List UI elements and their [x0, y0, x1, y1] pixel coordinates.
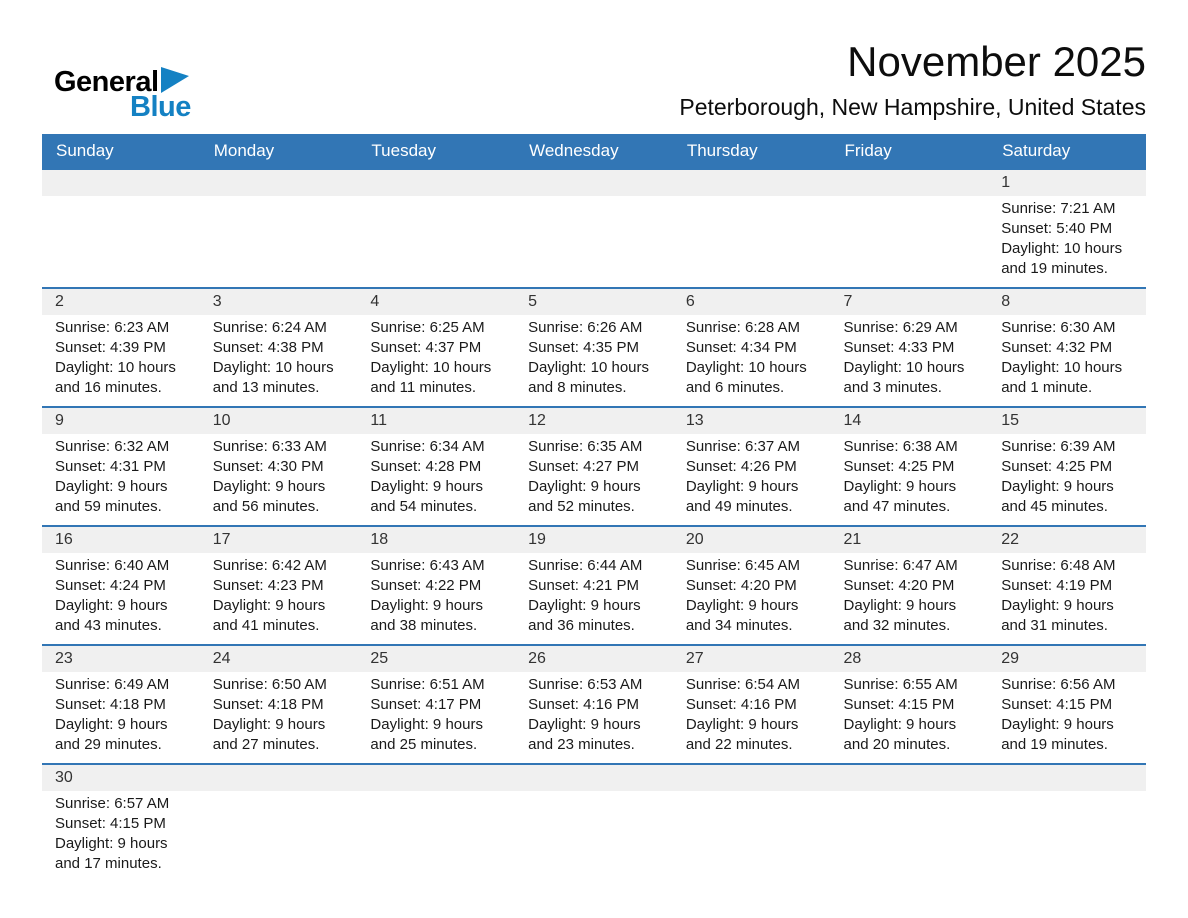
sunset-text: Sunset: 4:25 PM	[1001, 458, 1113, 475]
sunset-text: Sunset: 4:25 PM	[843, 458, 955, 475]
day-details	[42, 434, 200, 525]
daylight-text: Daylight: 9 hours and 25 minutes.	[370, 716, 483, 753]
day-details	[988, 315, 1146, 406]
sunrise-text: Sunrise: 6:45 AM	[685, 557, 801, 574]
sunset-text: Sunset: 4:21 PM	[528, 577, 640, 594]
day-cell	[42, 645, 200, 764]
daylight-text: Daylight: 10 hours and 8 minutes.	[528, 359, 650, 396]
day-cell	[357, 645, 515, 764]
sunset-text: Sunset: 4:20 PM	[843, 577, 955, 594]
day-number: 26	[515, 646, 673, 672]
day-number: 20	[673, 527, 831, 553]
sunset-text: Sunset: 4:16 PM	[685, 696, 797, 713]
daylight-text: Daylight: 9 hours and 43 minutes.	[55, 597, 168, 634]
week-row-1	[42, 169, 1146, 288]
day-cell	[42, 407, 200, 526]
day-details	[42, 553, 200, 644]
sunrise-text: Sunrise: 6:48 AM	[1001, 557, 1116, 574]
sunrise-text: Sunrise: 6:38 AM	[843, 438, 958, 455]
daylight-text: Daylight: 9 hours and 23 minutes.	[528, 716, 641, 753]
sunset-text: Sunset: 4:27 PM	[528, 458, 640, 475]
daylight-text: Daylight: 10 hours and 3 minutes.	[843, 359, 965, 396]
sunrise-text: Sunrise: 6:25 AM	[370, 319, 485, 336]
day-number: 9	[42, 408, 200, 434]
sunrise-text: Sunrise: 6:32 AM	[55, 438, 170, 455]
sunset-text: Sunset: 5:40 PM	[1001, 220, 1113, 237]
day-number: 16	[42, 527, 200, 553]
daylight-text: Daylight: 9 hours and 56 minutes.	[212, 478, 326, 515]
day-number: 6	[673, 289, 831, 315]
sunset-text: Sunset: 4:32 PM	[1001, 339, 1113, 356]
sunset-text: Sunset: 4:31 PM	[55, 458, 166, 475]
day-number	[831, 170, 989, 196]
day-number	[673, 765, 831, 791]
day-details	[673, 672, 831, 763]
daylight-text: Daylight: 9 hours and 34 minutes.	[685, 597, 799, 634]
day-cell	[515, 288, 673, 407]
day-cell	[357, 526, 515, 645]
daylight-text: Daylight: 9 hours and 59 minutes.	[55, 478, 168, 515]
day-details	[200, 672, 358, 763]
week-row-4	[42, 526, 1146, 645]
empty-day-cell	[200, 764, 358, 882]
daylight-text: Daylight: 9 hours and 38 minutes.	[370, 597, 483, 634]
sunset-text: Sunset: 4:38 PM	[212, 339, 324, 356]
sunrise-text: Sunrise: 6:26 AM	[528, 319, 643, 336]
logo-text-blue: Blue	[130, 91, 191, 123]
week-row-6	[42, 764, 1146, 882]
day-cell	[988, 288, 1146, 407]
day-details	[988, 196, 1146, 287]
sunset-text: Sunset: 4:20 PM	[685, 577, 797, 594]
day-number	[200, 765, 358, 791]
sunrise-text: Sunrise: 6:49 AM	[55, 676, 170, 693]
empty-day-cell	[831, 764, 989, 882]
daylight-text: Daylight: 10 hours and 19 minutes.	[1001, 240, 1123, 277]
day-number: 7	[831, 289, 989, 315]
weekday-header-saturday: Saturday	[988, 134, 1146, 169]
day-number: 22	[988, 527, 1146, 553]
weekday-header-row	[42, 134, 1146, 169]
day-number: 12	[515, 408, 673, 434]
day-number	[673, 170, 831, 196]
calendar-head	[42, 134, 1146, 169]
title-block	[679, 38, 1146, 121]
sunset-text: Sunset: 4:39 PM	[55, 339, 166, 356]
day-number: 14	[831, 408, 989, 434]
daylight-text: Daylight: 9 hours and 29 minutes.	[55, 716, 168, 753]
day-cell	[42, 764, 200, 882]
day-details	[357, 315, 515, 406]
daylight-text: Daylight: 10 hours and 1 minute.	[1001, 359, 1123, 396]
day-cell	[831, 645, 989, 764]
empty-day-cell	[988, 764, 1146, 882]
day-number: 5	[515, 289, 673, 315]
sunrise-text: Sunrise: 6:33 AM	[212, 438, 327, 455]
sunset-text: Sunset: 4:33 PM	[843, 339, 955, 356]
daylight-text: Daylight: 9 hours and 47 minutes.	[843, 478, 957, 515]
day-cell	[515, 407, 673, 526]
daylight-text: Daylight: 9 hours and 19 minutes.	[1001, 716, 1114, 753]
day-number: 2	[42, 289, 200, 315]
sunrise-text: Sunrise: 6:50 AM	[212, 676, 327, 693]
sunset-text: Sunset: 4:19 PM	[1001, 577, 1113, 594]
day-cell	[515, 526, 673, 645]
empty-day-cell	[673, 764, 831, 882]
daylight-text: Daylight: 10 hours and 16 minutes.	[55, 359, 176, 396]
day-details	[673, 434, 831, 525]
sunset-text: Sunset: 4:18 PM	[212, 696, 324, 713]
day-details	[831, 672, 989, 763]
day-details	[357, 434, 515, 525]
empty-day-cell	[357, 764, 515, 882]
day-number	[515, 765, 673, 791]
day-details	[200, 315, 358, 406]
day-details	[515, 553, 673, 644]
day-number	[357, 765, 515, 791]
day-cell	[831, 407, 989, 526]
daylight-text: Daylight: 10 hours and 11 minutes.	[370, 359, 492, 396]
day-number: 10	[200, 408, 358, 434]
empty-day-cell	[515, 169, 673, 288]
day-cell	[357, 407, 515, 526]
day-cell	[988, 645, 1146, 764]
daylight-text: Daylight: 9 hours and 45 minutes.	[1001, 478, 1114, 515]
calendar-body	[42, 169, 1146, 882]
sunrise-text: Sunrise: 6:30 AM	[1001, 319, 1116, 336]
day-number: 27	[673, 646, 831, 672]
sunrise-text: Sunrise: 6:51 AM	[370, 676, 485, 693]
logo-triangle-icon	[161, 66, 189, 94]
day-details	[42, 672, 200, 763]
day-details	[515, 672, 673, 763]
month-title: November 2025	[847, 38, 1146, 85]
day-cell	[200, 526, 358, 645]
day-details	[200, 434, 358, 525]
empty-day-cell	[515, 764, 673, 882]
sunrise-text: Sunrise: 6:56 AM	[1001, 676, 1116, 693]
empty-day-cell	[831, 169, 989, 288]
day-details	[42, 791, 200, 882]
weekday-header-monday: Monday	[200, 134, 358, 169]
day-number: 17	[200, 527, 358, 553]
week-row-5	[42, 645, 1146, 764]
sunrise-text: Sunrise: 6:29 AM	[843, 319, 958, 336]
day-number	[515, 170, 673, 196]
day-details	[357, 672, 515, 763]
day-details	[988, 553, 1146, 644]
day-details	[831, 315, 989, 406]
empty-day-cell	[357, 169, 515, 288]
daylight-text: Daylight: 9 hours and 20 minutes.	[843, 716, 957, 753]
sunrise-text: Sunrise: 6:47 AM	[843, 557, 958, 574]
day-cell	[357, 288, 515, 407]
day-cell	[988, 526, 1146, 645]
day-cell	[42, 288, 200, 407]
day-details	[673, 553, 831, 644]
day-cell	[200, 645, 358, 764]
daylight-text: Daylight: 9 hours and 52 minutes.	[528, 478, 641, 515]
sunset-text: Sunset: 4:30 PM	[212, 458, 324, 475]
daylight-text: Daylight: 9 hours and 27 minutes.	[212, 716, 326, 753]
weekday-header-thursday: Thursday	[673, 134, 831, 169]
sunrise-text: Sunrise: 6:54 AM	[685, 676, 801, 693]
day-number: 19	[515, 527, 673, 553]
sunset-text: Sunset: 4:24 PM	[55, 577, 166, 594]
day-details	[200, 553, 358, 644]
day-number: 1	[988, 170, 1146, 196]
day-number: 30	[42, 765, 200, 791]
week-row-2	[42, 288, 1146, 407]
sunrise-text: Sunrise: 6:24 AM	[212, 319, 327, 336]
day-cell	[42, 526, 200, 645]
day-cell	[673, 407, 831, 526]
sunrise-text: Sunrise: 6:44 AM	[528, 557, 643, 574]
day-number: 24	[200, 646, 358, 672]
day-cell	[200, 407, 358, 526]
weekday-header-tuesday: Tuesday	[357, 134, 515, 169]
sunrise-text: Sunrise: 6:39 AM	[1001, 438, 1116, 455]
day-details	[673, 315, 831, 406]
day-details	[831, 434, 989, 525]
daylight-text: Daylight: 9 hours and 31 minutes.	[1001, 597, 1114, 634]
sunrise-text: Sunrise: 6:55 AM	[843, 676, 958, 693]
day-details	[42, 315, 200, 406]
sunset-text: Sunset: 4:37 PM	[370, 339, 482, 356]
day-number: 15	[988, 408, 1146, 434]
empty-day-cell	[42, 169, 200, 288]
sunrise-text: Sunrise: 6:35 AM	[528, 438, 643, 455]
day-number: 13	[673, 408, 831, 434]
sunrise-text: Sunrise: 6:57 AM	[55, 795, 170, 812]
day-cell	[831, 526, 989, 645]
day-number	[988, 765, 1146, 791]
day-details	[357, 553, 515, 644]
sunset-text: Sunset: 4:26 PM	[685, 458, 797, 475]
day-number	[357, 170, 515, 196]
weekday-header-friday: Friday	[831, 134, 989, 169]
daylight-text: Daylight: 10 hours and 6 minutes.	[685, 359, 807, 396]
sunset-text: Sunset: 4:18 PM	[55, 696, 166, 713]
day-number: 3	[200, 289, 358, 315]
sunset-text: Sunset: 4:28 PM	[370, 458, 482, 475]
daylight-text: Daylight: 9 hours and 54 minutes.	[370, 478, 483, 515]
daylight-text: Daylight: 9 hours and 49 minutes.	[685, 478, 799, 515]
day-number: 11	[357, 408, 515, 434]
day-number: 28	[831, 646, 989, 672]
week-row-3	[42, 407, 1146, 526]
sunset-text: Sunset: 4:16 PM	[528, 696, 640, 713]
day-number: 29	[988, 646, 1146, 672]
day-number: 25	[357, 646, 515, 672]
sunrise-text: Sunrise: 6:40 AM	[55, 557, 170, 574]
sunrise-text: Sunrise: 6:37 AM	[685, 438, 801, 455]
sunrise-text: Sunrise: 7:21 AM	[1001, 200, 1116, 217]
page-header	[42, 38, 1146, 122]
sunrise-text: Sunrise: 6:28 AM	[685, 319, 801, 336]
day-number	[42, 170, 200, 196]
sunset-text: Sunset: 4:34 PM	[685, 339, 797, 356]
sunset-text: Sunset: 4:35 PM	[528, 339, 640, 356]
sunset-text: Sunset: 4:17 PM	[370, 696, 482, 713]
day-cell	[515, 645, 673, 764]
sunrise-text: Sunrise: 6:34 AM	[370, 438, 485, 455]
sunrise-text: Sunrise: 6:43 AM	[370, 557, 485, 574]
daylight-text: Daylight: 9 hours and 41 minutes.	[212, 597, 326, 634]
empty-day-cell	[673, 169, 831, 288]
sunrise-text: Sunrise: 6:53 AM	[528, 676, 643, 693]
day-cell	[673, 526, 831, 645]
weekday-header-sunday: Sunday	[42, 134, 200, 169]
daylight-text: Daylight: 9 hours and 32 minutes.	[843, 597, 957, 634]
day-number: 23	[42, 646, 200, 672]
general-blue-logo	[42, 38, 191, 122]
daylight-text: Daylight: 9 hours and 22 minutes.	[685, 716, 799, 753]
day-cell	[831, 288, 989, 407]
day-cell	[988, 407, 1146, 526]
day-number: 21	[831, 527, 989, 553]
sunset-text: Sunset: 4:15 PM	[843, 696, 955, 713]
day-details	[831, 553, 989, 644]
sunrise-text: Sunrise: 6:42 AM	[212, 557, 327, 574]
day-number: 8	[988, 289, 1146, 315]
day-number	[200, 170, 358, 196]
day-cell	[988, 169, 1146, 288]
location-subtitle: Peterborough, New Hampshire, United States	[679, 94, 1146, 121]
sunrise-text: Sunrise: 6:23 AM	[55, 319, 170, 336]
day-details	[515, 434, 673, 525]
day-details	[515, 315, 673, 406]
day-cell	[200, 288, 358, 407]
logo-text-general: General	[54, 66, 159, 98]
sunset-text: Sunset: 4:15 PM	[1001, 696, 1113, 713]
daylight-text: Daylight: 9 hours and 36 minutes.	[528, 597, 641, 634]
sunset-text: Sunset: 4:15 PM	[55, 815, 166, 832]
daylight-text: Daylight: 9 hours and 17 minutes.	[55, 835, 168, 872]
sunset-text: Sunset: 4:22 PM	[370, 577, 482, 594]
day-number: 18	[357, 527, 515, 553]
day-cell	[673, 645, 831, 764]
sunset-text: Sunset: 4:23 PM	[212, 577, 324, 594]
calendar-table	[42, 134, 1146, 882]
day-number	[831, 765, 989, 791]
weekday-header-wednesday: Wednesday	[515, 134, 673, 169]
day-number: 4	[357, 289, 515, 315]
day-cell	[673, 288, 831, 407]
day-details	[988, 672, 1146, 763]
day-details	[988, 434, 1146, 525]
empty-day-cell	[200, 169, 358, 288]
daylight-text: Daylight: 10 hours and 13 minutes.	[212, 359, 334, 396]
